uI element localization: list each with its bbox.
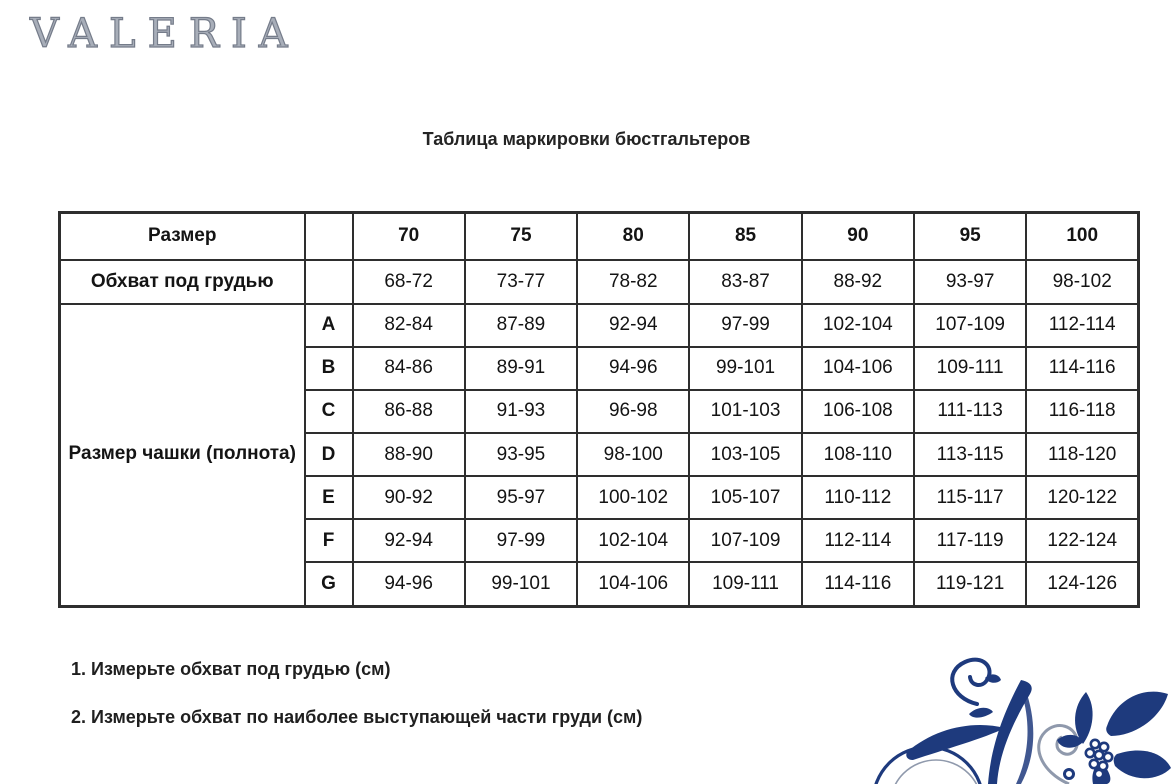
cup-letter: A — [305, 304, 353, 347]
instruction-step-2: 2. Измерьте обхват по наиболее выступающей части груди (см) — [71, 707, 643, 727]
size-row-label: Размер — [60, 213, 305, 260]
size-col-header: 85 — [689, 213, 801, 260]
instruction-step-1: 1. Измерьте обхват под грудью (см) — [71, 659, 391, 679]
cup-value: 102-104 — [577, 519, 689, 562]
underbust-value: 93-97 — [914, 260, 1026, 304]
cup-value: 97-99 — [689, 304, 801, 347]
cup-value: 119-121 — [914, 562, 1026, 606]
cup-value: 122-124 — [1026, 519, 1138, 562]
cup-value: 88-90 — [353, 433, 465, 476]
table-row-cup-a — [60, 304, 1139, 347]
floral-flourish-icon — [873, 654, 1173, 784]
floral-flourish-ornament — [873, 654, 1173, 784]
measurement-instructions — [71, 659, 642, 755]
cup-value: 117-119 — [914, 519, 1026, 562]
underbust-value: 73-77 — [465, 260, 577, 304]
underbust-value: 88-92 — [802, 260, 914, 304]
cup-value: 115-117 — [914, 476, 1026, 519]
cup-value: 99-101 — [465, 562, 577, 606]
cup-value: 93-95 — [465, 433, 577, 476]
cup-value: 111-113 — [914, 390, 1026, 433]
cup-value: 104-106 — [802, 347, 914, 390]
cup-value: 87-89 — [465, 304, 577, 347]
cup-value: 110-112 — [802, 476, 914, 519]
cup-value: 114-116 — [802, 562, 914, 606]
page-title: Таблица маркировки бюстгальтеров — [422, 129, 751, 149]
cup-value: 112-114 — [802, 519, 914, 562]
cup-value: 106-108 — [802, 390, 914, 433]
cup-size-label: Размер чашки (полнота) — [60, 304, 305, 607]
size-col-header: 75 — [465, 213, 577, 260]
cup-value: 97-99 — [465, 519, 577, 562]
cup-value: 102-104 — [802, 304, 914, 347]
cup-value: 98-100 — [577, 433, 689, 476]
cup-value: 112-114 — [1026, 304, 1138, 347]
cup-value: 94-96 — [577, 347, 689, 390]
cup-value: 103-105 — [689, 433, 801, 476]
cup-value: 116-118 — [1026, 390, 1138, 433]
cup-value: 120-122 — [1026, 476, 1138, 519]
cup-value: 100-102 — [577, 476, 689, 519]
underbust-value: 78-82 — [577, 260, 689, 304]
cup-value: 113-115 — [914, 433, 1026, 476]
cup-value: 94-96 — [353, 562, 465, 606]
cup-value: 99-101 — [689, 347, 801, 390]
underbust-value: 83-87 — [689, 260, 801, 304]
cup-letter: C — [305, 390, 353, 433]
cup-letter: G — [305, 562, 353, 606]
underbust-value: 68-72 — [353, 260, 465, 304]
cup-letter: E — [305, 476, 353, 519]
cup-value: 96-98 — [577, 390, 689, 433]
cup-value: 101-103 — [689, 390, 801, 433]
cup-value: 104-106 — [577, 562, 689, 606]
cup-value: 109-111 — [689, 562, 801, 606]
cup-value: 107-109 — [689, 519, 801, 562]
size-col-header: 70 — [353, 213, 465, 260]
cup-letter: B — [305, 347, 353, 390]
cup-value: 109-111 — [914, 347, 1026, 390]
bra-size-table — [58, 211, 1140, 608]
cup-value: 95-97 — [465, 476, 577, 519]
empty-cell — [305, 213, 353, 260]
cup-value: 108-110 — [802, 433, 914, 476]
underbust-row-label: Обхват под грудью — [60, 260, 305, 304]
size-col-header: 95 — [914, 213, 1026, 260]
table-row-size — [60, 213, 1139, 260]
cup-value: 84-86 — [353, 347, 465, 390]
cup-value: 92-94 — [353, 519, 465, 562]
cup-value: 118-120 — [1026, 433, 1138, 476]
cup-value: 114-116 — [1026, 347, 1138, 390]
size-col-header: 90 — [802, 213, 914, 260]
cup-letter: D — [305, 433, 353, 476]
size-col-header: 80 — [577, 213, 689, 260]
cup-value: 90-92 — [353, 476, 465, 519]
table-row-underbust — [60, 260, 1139, 304]
cup-letter: F — [305, 519, 353, 562]
cup-value: 124-126 — [1026, 562, 1138, 606]
underbust-value: 98-102 — [1026, 260, 1138, 304]
cup-value: 105-107 — [689, 476, 801, 519]
cup-value: 86-88 — [353, 390, 465, 433]
empty-cell — [305, 260, 353, 304]
cup-value: 82-84 — [353, 304, 465, 347]
cup-value: 91-93 — [465, 390, 577, 433]
cup-value: 92-94 — [577, 304, 689, 347]
size-col-header: 100 — [1026, 213, 1138, 260]
cup-value: 89-91 — [465, 347, 577, 390]
cup-value: 107-109 — [914, 304, 1026, 347]
brand-logo: VALERIA — [30, 11, 300, 57]
